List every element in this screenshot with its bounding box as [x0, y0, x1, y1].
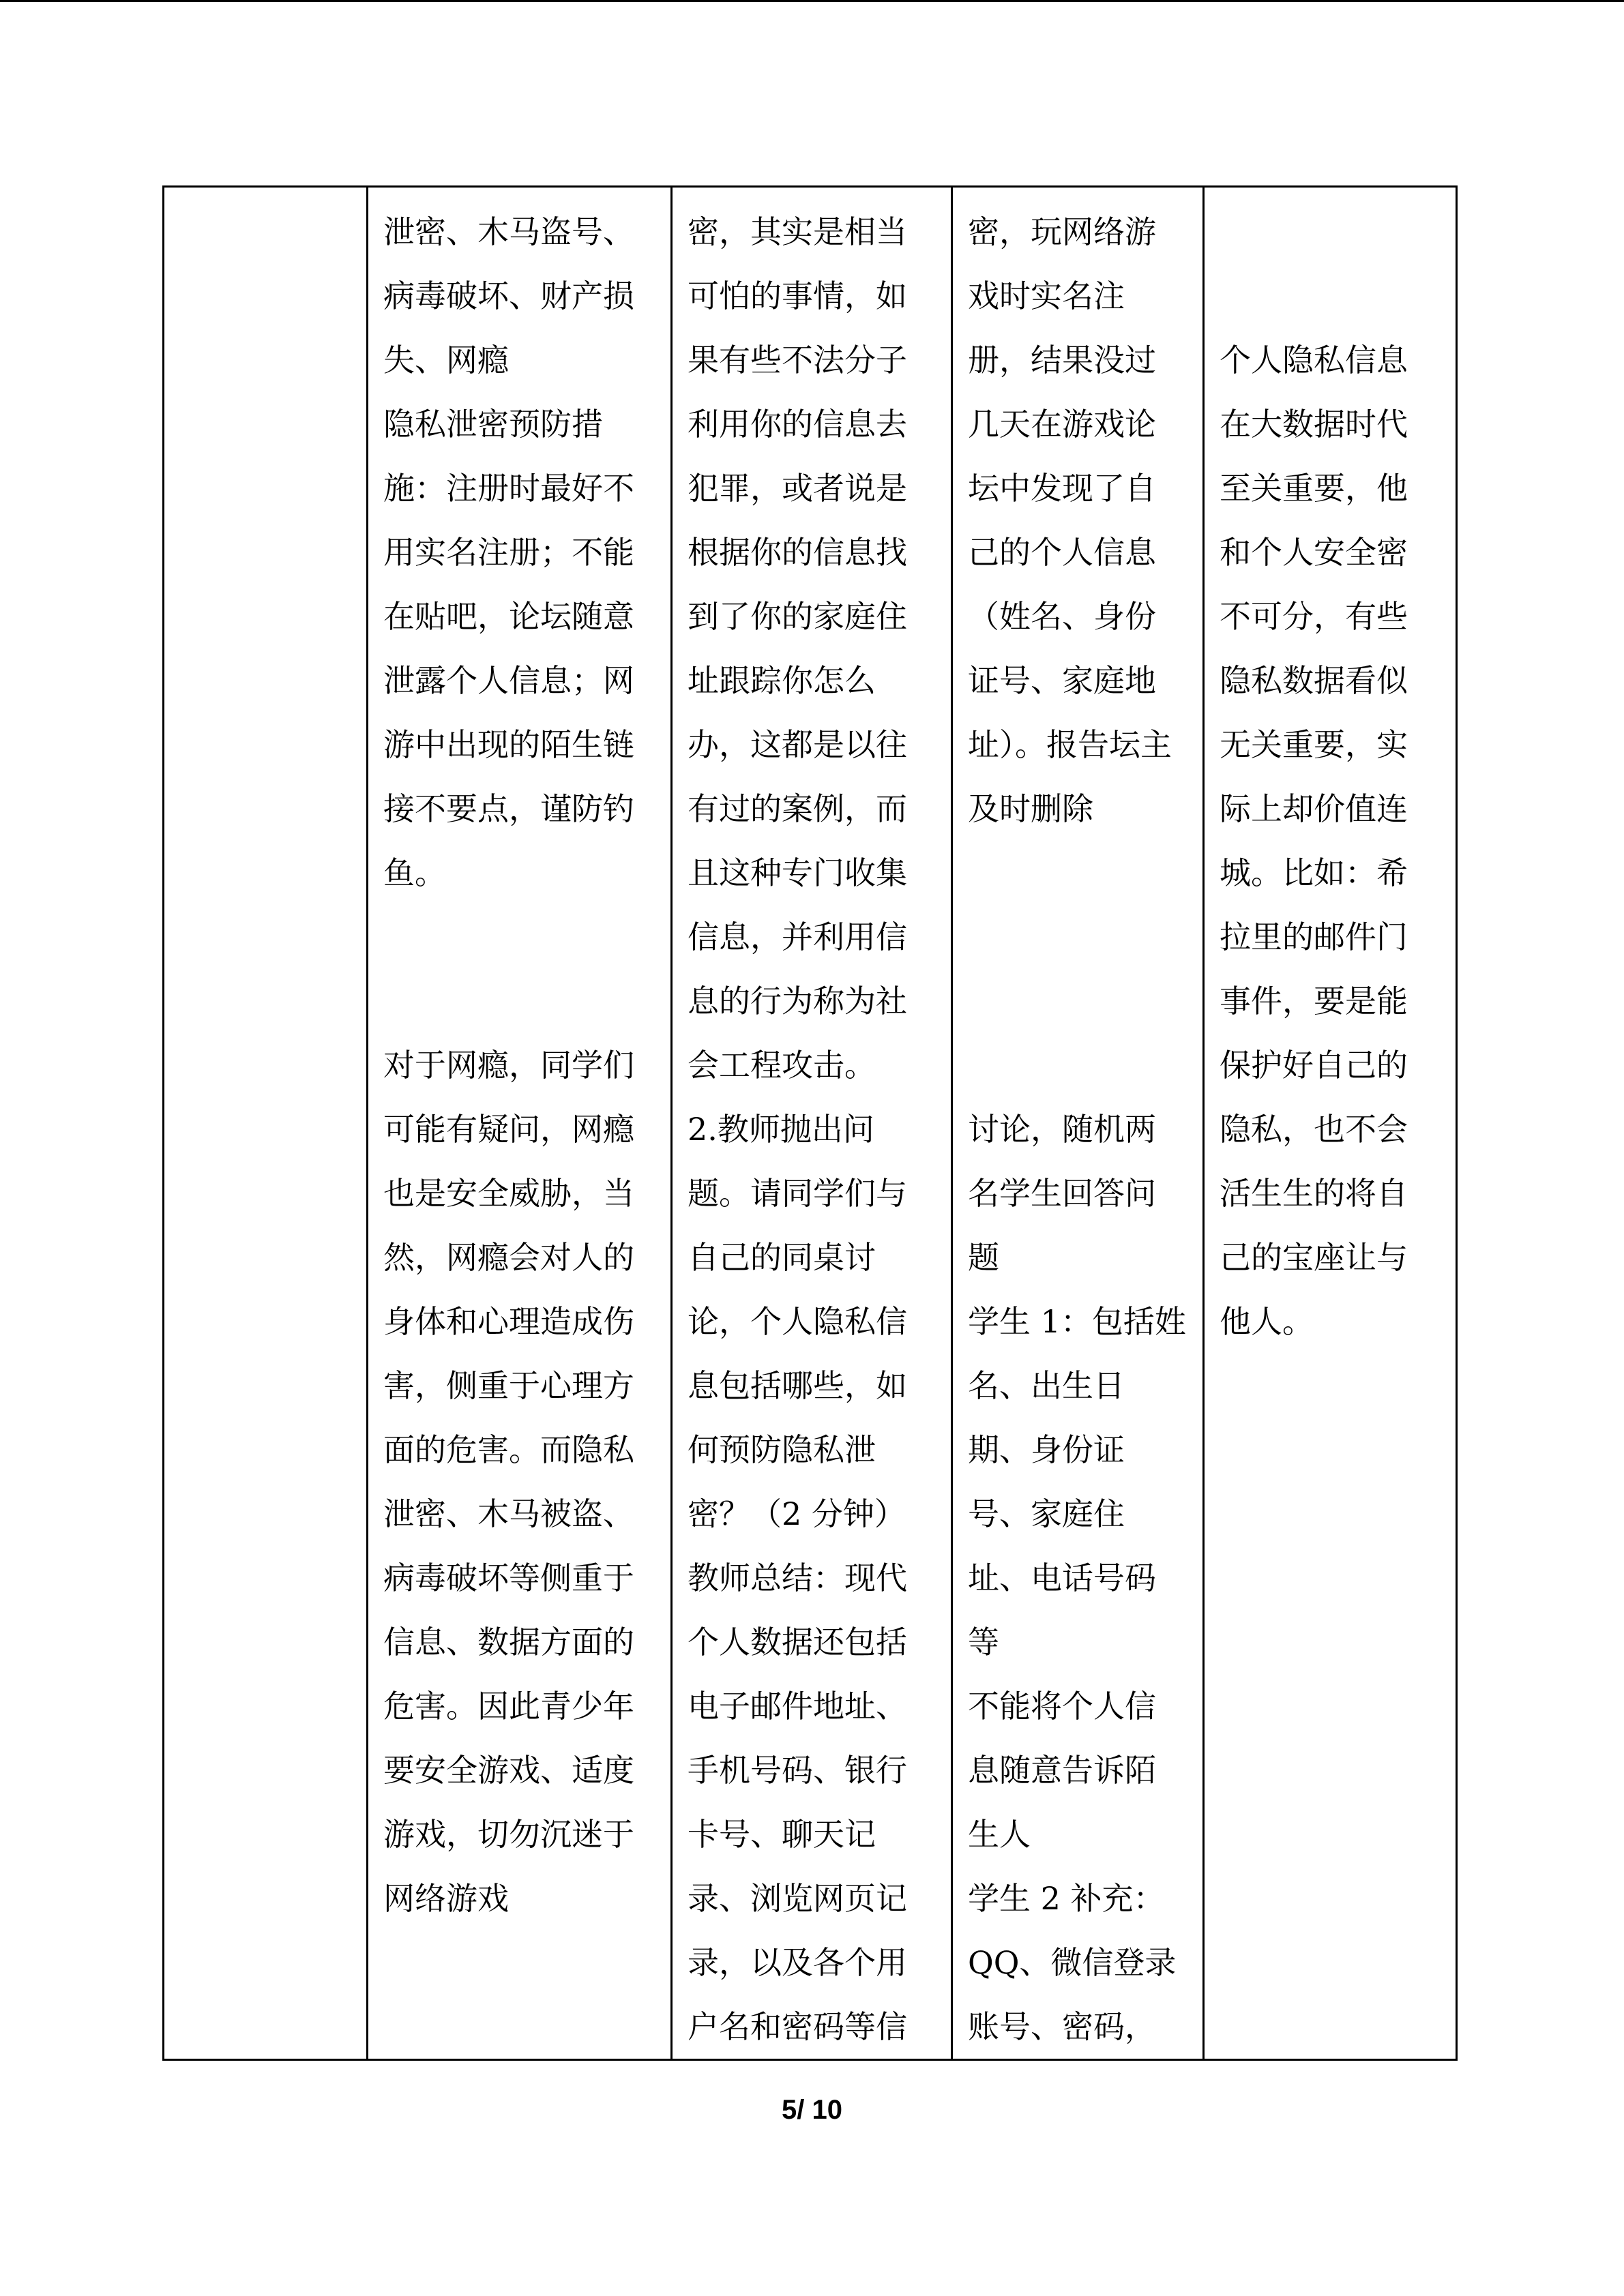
content-text: 泄密、木马盗号、 病毒破坏、财产损 失、网瘾 隐私泄密预防措 施：注册时最好不 用实名注册；不能 在贴吧，论坛随意 泄露个人信息；网 游中出现的陌生链 接不要点，谨防钓 鱼。 对于网瘾，同学们 可能有疑问，网瘾 也是安全威胁，当 然，网瘾会对人的 身体和心理造成伤 害，侧重于心理方 面的危害。而隐私 泄密、木马被盗、 病毒破坏等侧重于 信息、数据方面的 危害。因此青少年 要安全游戏、适度 游戏，切勿沉迷于 网络游戏 — [383, 213, 634, 1917]
lesson-plan-table — [162, 185, 1458, 2061]
page-top-border — [0, 0, 1624, 2]
table-cell-student-activity — [952, 187, 1204, 2060]
table-row — [164, 187, 1457, 2060]
table-cell-design-intent — [1204, 187, 1457, 2060]
teacher-activity-text: 密，其实是相当 可怕的事情，如 果有些不法分子 利用你的信息去 犯罪，或者说是 根据你的信息找 到了你的家庭住 址跟踪你怎么 办，这都是以往 有过的案例，而 且这种专门收集 信息，并利用信 息的行为称为社 会工程攻击。 2.教师抛出问 题。请同学们与 自己的同桌讨 论，个人隐私信 息包括哪些，如 何预防隐私泄 密？（2 分钟） 教师总结：现代 个人数据还包括 电子邮件地址、 手机号码、银行 卡号、聊天记 录、浏览网页记 录，以及各个用 户名和密码等信 — [688, 213, 907, 2045]
table-cell-teacher-activity — [672, 187, 952, 2060]
page-number: 5/ 10 — [782, 2095, 842, 2125]
table-cell-stage — [164, 187, 368, 2060]
table-cell-content — [368, 187, 672, 2060]
design-intent-text: 个人隐私信息 在大数据时代 至关重要，他 和个人安全密 不可分，有些 隐私数据看似 无关重要，实 际上却价值连 城。比如：希 拉里的邮件门 事件，要是能 保护好自己的 隐私，也不会 活生生的将自 己的宝座让与 他人。 — [1220, 342, 1408, 1340]
student-activity-text: 密，玩网络游 戏时实名注 册，结果没过 几天在游戏论 坛中发现了自 己的个人信息 （姓名、身份 证号、家庭地 址）。报告坛主 及时删除 讨论，随机两 名学生回答问 题 学生 1：包括姓 名、出生日 期、身份证 号、家庭住 址、电话号码 等 不能将个人信 息随意告诉陌 生人 学生 2 补充： QQ、微信登录 账号、密码， — [968, 213, 1186, 2045]
stage-text — [164, 188, 366, 200]
